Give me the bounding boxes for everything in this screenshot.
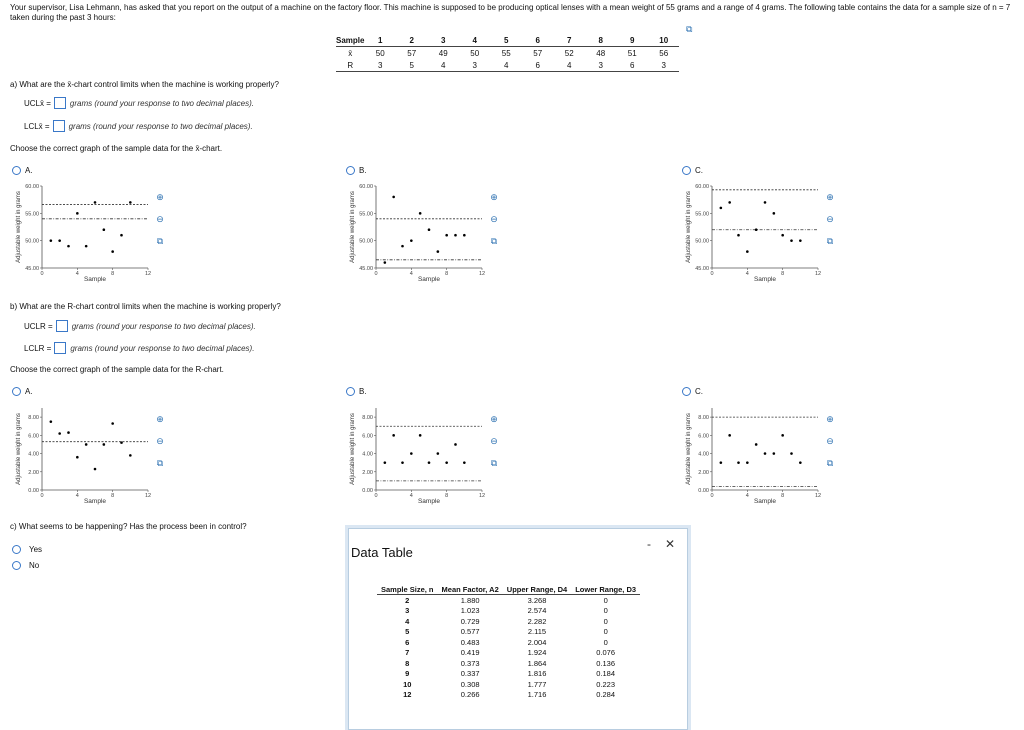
popout-icon[interactable]: ⧉ bbox=[826, 458, 834, 468]
range-value: 6 bbox=[616, 59, 648, 72]
xbar-value: 55 bbox=[501, 48, 511, 58]
sample-col: 10 bbox=[648, 34, 680, 47]
data-point bbox=[737, 461, 740, 464]
y-tick-label: 0.00 bbox=[698, 488, 709, 494]
part-a-question: a) What are the x̄-chart control limits when the machine is working properly? bbox=[10, 80, 279, 89]
y-tick-label: 4.00 bbox=[362, 451, 373, 458]
range-label: R bbox=[336, 59, 364, 72]
zoom-out-icon[interactable]: ⊖ bbox=[490, 436, 498, 446]
y-tick-label: 50.00 bbox=[25, 238, 39, 245]
ucl-xbar-input[interactable] bbox=[54, 97, 66, 109]
x-tick-label: 8 bbox=[445, 493, 449, 499]
factors-cell: 0.373 bbox=[460, 658, 480, 668]
col-lower-range: Lower Range, D3 bbox=[571, 585, 640, 595]
data-point bbox=[428, 461, 431, 464]
factors-row bbox=[377, 658, 640, 669]
factors-cell: 1.864 bbox=[527, 658, 547, 668]
sample-header: Sample bbox=[336, 35, 365, 45]
x-tick-label: 12 bbox=[814, 271, 822, 277]
data-point bbox=[129, 201, 132, 204]
x-axis-label: Sample bbox=[83, 498, 107, 505]
lcl-xbar-hint: grams (round your response to two decimal places). bbox=[68, 121, 253, 131]
popout-icon[interactable]: ⧉ bbox=[156, 236, 164, 246]
y-tick-label: 6.00 bbox=[698, 433, 709, 440]
zoom-out-icon[interactable]: ⊖ bbox=[490, 214, 498, 224]
x-tick-label: 0 bbox=[374, 271, 378, 277]
option-label: A. bbox=[25, 387, 33, 396]
sample-col: 1 bbox=[364, 34, 396, 47]
part-b-question: b) What are the R-chart control limits when the machine is working properly? bbox=[10, 302, 281, 311]
r-option-b[interactable] bbox=[346, 387, 367, 396]
y-axis-label: Adjustable weight in grams bbox=[686, 413, 692, 485]
data-point bbox=[58, 432, 61, 435]
data-point bbox=[454, 443, 457, 446]
factors-cell: 10 bbox=[403, 679, 412, 689]
data-point bbox=[755, 228, 758, 231]
range-row bbox=[336, 59, 679, 72]
x-tick-label: 0 bbox=[374, 493, 378, 499]
data-point bbox=[103, 443, 106, 446]
option-yes-label: Yes bbox=[29, 545, 43, 554]
range-value: 6 bbox=[522, 59, 554, 72]
y-tick-label: 4.00 bbox=[28, 451, 39, 458]
sample-data-table bbox=[336, 34, 679, 72]
y-tick-label: 60.00 bbox=[695, 184, 709, 190]
factors-cell: 0.337 bbox=[460, 669, 480, 679]
x-axis-label: Sample bbox=[83, 276, 107, 283]
part-c-question: c) What seems to be happening? Has the process been in control? bbox=[10, 522, 247, 531]
factors-row bbox=[377, 595, 640, 606]
factors-cell: 0.419 bbox=[460, 648, 480, 658]
close-icon[interactable]: ✕ bbox=[665, 537, 676, 551]
factors-cell: 5 bbox=[405, 627, 410, 637]
lcl-xbar-input[interactable] bbox=[53, 120, 65, 132]
data-point bbox=[384, 261, 387, 264]
x-tick-label: 4 bbox=[745, 493, 749, 499]
data-point bbox=[764, 201, 767, 204]
y-tick-label: 0.00 bbox=[28, 488, 39, 494]
col-sample-size: Sample Size, n bbox=[377, 585, 438, 595]
factors-cell: 0.577 bbox=[460, 627, 480, 637]
y-tick-label: 45.00 bbox=[359, 266, 373, 272]
x-tick-label: 0 bbox=[710, 271, 714, 277]
zoom-in-icon[interactable]: ⊕ bbox=[156, 414, 164, 424]
option-label: A. bbox=[25, 166, 33, 175]
x-tick-label: 8 bbox=[445, 271, 449, 277]
y-tick-label: 0.00 bbox=[362, 488, 373, 494]
factors-cell: 6 bbox=[405, 637, 410, 647]
data-point bbox=[445, 234, 448, 237]
x-tick-label: 0 bbox=[710, 493, 714, 499]
y-axis-label: Adjustable weight in grams bbox=[350, 191, 356, 263]
factors-row bbox=[377, 616, 640, 627]
data-point bbox=[392, 434, 395, 437]
factors-row bbox=[377, 679, 640, 690]
data-point bbox=[120, 441, 123, 444]
x-tick-label: 0 bbox=[40, 271, 44, 277]
factors-row bbox=[377, 669, 640, 680]
data-point bbox=[463, 234, 466, 237]
option-label: C. bbox=[695, 166, 703, 175]
lcl-r-label: LCLR = bbox=[24, 343, 52, 353]
zoom-out-icon[interactable]: ⊖ bbox=[826, 214, 834, 224]
range-value: 3 bbox=[459, 59, 491, 72]
xbar-option-a[interactable] bbox=[12, 166, 33, 175]
y-axis-label: Adjustable weight in grams bbox=[350, 413, 356, 485]
factors-cell: 1.716 bbox=[527, 690, 547, 700]
factors-cell: 0.483 bbox=[460, 637, 480, 647]
y-tick-label: 45.00 bbox=[695, 266, 709, 272]
y-tick-label: 2.00 bbox=[28, 469, 39, 476]
chart-r-b bbox=[344, 400, 504, 517]
ucl-xbar-label: UCLx̄ = bbox=[24, 98, 51, 108]
y-tick-label: 8.00 bbox=[28, 415, 39, 422]
popout-icon[interactable]: ⧉ bbox=[490, 236, 498, 246]
data-point bbox=[392, 196, 395, 199]
y-tick-label: 55.00 bbox=[25, 211, 39, 218]
factors-cell: 0.223 bbox=[596, 679, 616, 689]
radio-xbar-c[interactable] bbox=[682, 166, 691, 175]
factors-cell: 1.924 bbox=[527, 648, 547, 658]
option-label: B. bbox=[359, 387, 367, 396]
factors-cell: 0.729 bbox=[460, 616, 480, 626]
xbar-value: 57 bbox=[533, 48, 543, 58]
sample-col: 6 bbox=[522, 34, 554, 47]
xbar-option-b[interactable] bbox=[346, 166, 367, 175]
data-point bbox=[437, 452, 440, 455]
data-point bbox=[773, 212, 776, 215]
xbar-value: 56 bbox=[659, 48, 669, 58]
data-point bbox=[720, 207, 723, 210]
range-value: 4 bbox=[553, 59, 585, 72]
data-point bbox=[746, 250, 749, 253]
range-value: 3 bbox=[648, 59, 680, 72]
col-mean-factor: Mean Factor, A2 bbox=[438, 585, 503, 595]
data-point bbox=[111, 250, 114, 253]
xbar-value: 48 bbox=[596, 48, 606, 58]
data-point bbox=[111, 422, 114, 425]
factors-cell: 2.282 bbox=[527, 616, 547, 626]
chart-r-c bbox=[680, 400, 840, 517]
data-point bbox=[129, 454, 132, 457]
data-point bbox=[781, 434, 784, 437]
range-value: 3 bbox=[585, 59, 617, 72]
radio-yes[interactable] bbox=[12, 545, 21, 554]
part-a-choose: Choose the correct graph of the sample data for the x̄-chart. bbox=[10, 144, 223, 153]
x-tick-label: 12 bbox=[478, 271, 486, 277]
y-tick-label: 6.00 bbox=[28, 433, 39, 440]
lcl-xbar-row bbox=[24, 120, 253, 132]
x-tick-label: 4 bbox=[409, 271, 413, 277]
ucl-r-input[interactable] bbox=[56, 320, 68, 332]
data-point bbox=[419, 434, 422, 437]
x-tick-label: 8 bbox=[111, 493, 115, 499]
data-point bbox=[463, 461, 466, 464]
factors-cell: 7 bbox=[405, 648, 410, 658]
factors-cell: 0 bbox=[603, 616, 608, 626]
sample-col: 3 bbox=[427, 34, 459, 47]
sample-col: 9 bbox=[616, 34, 648, 47]
data-point bbox=[445, 461, 448, 464]
option-yes[interactable] bbox=[12, 545, 42, 554]
x-axis-label: Sample bbox=[417, 276, 441, 283]
y-tick-label: 55.00 bbox=[695, 211, 709, 218]
data-point bbox=[58, 239, 61, 242]
data-point bbox=[410, 239, 413, 242]
zoom-out-icon[interactable]: ⊖ bbox=[156, 436, 164, 446]
zoom-in-icon[interactable]: ⊕ bbox=[490, 192, 498, 202]
xbar-label: x̄ bbox=[348, 48, 353, 58]
data-point bbox=[50, 420, 53, 423]
popup-title: Data Table bbox=[351, 545, 413, 560]
zoom-out-icon[interactable]: ⊖ bbox=[156, 214, 164, 224]
factors-cell: 3 bbox=[405, 606, 410, 616]
data-point bbox=[94, 468, 97, 471]
xbar-value: 57 bbox=[407, 48, 417, 58]
xbar-row bbox=[336, 47, 679, 60]
data-point bbox=[85, 443, 88, 446]
data-point bbox=[401, 461, 404, 464]
data-point bbox=[120, 234, 123, 237]
factors-cell: 1.777 bbox=[527, 679, 547, 689]
range-value: 4 bbox=[490, 59, 522, 72]
y-axis-label: Adjustable weight in grams bbox=[16, 413, 22, 485]
factors-cell: 3.268 bbox=[527, 595, 547, 605]
chart-xbar-b bbox=[344, 178, 504, 295]
factors-cell: 8 bbox=[405, 658, 410, 668]
data-point bbox=[401, 245, 404, 248]
sample-col: 7 bbox=[553, 34, 585, 47]
popout-icon[interactable]: ⧉ bbox=[490, 458, 498, 468]
ucl-r-label: UCLR = bbox=[24, 321, 53, 331]
y-tick-label: 8.00 bbox=[362, 415, 373, 422]
option-no-label: No bbox=[29, 561, 40, 570]
x-tick-label: 4 bbox=[745, 271, 749, 277]
factors-cell: 0.266 bbox=[460, 690, 480, 700]
factors-cell: 0 bbox=[603, 606, 608, 616]
radio-no[interactable] bbox=[12, 561, 21, 570]
xbar-value: 49 bbox=[438, 48, 448, 58]
data-point bbox=[454, 234, 457, 237]
sample-col: 8 bbox=[585, 34, 617, 47]
y-axis-label: Adjustable weight in grams bbox=[686, 191, 692, 263]
xbar-option-c[interactable] bbox=[682, 166, 703, 175]
data-point bbox=[67, 431, 70, 434]
factors-cell: 0.184 bbox=[596, 669, 616, 679]
x-tick-label: 12 bbox=[478, 493, 486, 499]
r-option-c[interactable] bbox=[682, 387, 703, 396]
factors-cell: 2.574 bbox=[527, 606, 547, 616]
ucl-xbar-row bbox=[24, 97, 254, 109]
data-point bbox=[103, 228, 106, 231]
radio-r-c[interactable] bbox=[682, 387, 691, 396]
option-label: B. bbox=[359, 166, 367, 175]
factors-row bbox=[377, 648, 640, 659]
copy-icon[interactable]: ⧉ bbox=[686, 24, 693, 34]
zoom-out-icon[interactable]: ⊖ bbox=[826, 436, 834, 446]
chart-xbar-a bbox=[10, 178, 170, 295]
x-tick-label: 4 bbox=[75, 271, 79, 277]
data-point bbox=[76, 212, 79, 215]
chart-xbar-c bbox=[680, 178, 840, 295]
lcl-r-row bbox=[24, 342, 254, 354]
y-tick-label: 45.00 bbox=[25, 266, 39, 272]
x-tick-label: 12 bbox=[144, 271, 152, 277]
data-point bbox=[799, 239, 802, 242]
data-point bbox=[799, 461, 802, 464]
part-b-choose: Choose the correct graph of the sample data for the R-chart. bbox=[10, 365, 224, 374]
factors-cell: 0.284 bbox=[596, 690, 616, 700]
radio-xbar-a[interactable] bbox=[12, 166, 21, 175]
data-point bbox=[790, 239, 793, 242]
data-point bbox=[437, 250, 440, 253]
range-value: 4 bbox=[427, 59, 459, 72]
minimize-icon[interactable]: - bbox=[647, 537, 651, 551]
y-axis-label: Adjustable weight in grams bbox=[16, 191, 22, 263]
radio-r-a[interactable] bbox=[12, 387, 21, 396]
x-tick-label: 4 bbox=[409, 493, 413, 499]
factors-cell: 4 bbox=[405, 616, 410, 626]
factors-cell: 9 bbox=[405, 669, 410, 679]
y-tick-label: 60.00 bbox=[25, 184, 39, 190]
data-point bbox=[781, 234, 784, 237]
data-table-popup[interactable] bbox=[348, 528, 688, 730]
popout-icon[interactable]: ⧉ bbox=[826, 236, 834, 246]
ucl-r-hint: grams (round your response to two decimal places). bbox=[71, 321, 256, 331]
zoom-in-icon[interactable]: ⊕ bbox=[156, 192, 164, 202]
y-tick-label: 50.00 bbox=[359, 238, 373, 245]
xbar-value: 52 bbox=[564, 48, 574, 58]
y-tick-label: 60.00 bbox=[359, 184, 373, 190]
data-point bbox=[94, 201, 97, 204]
sample-header-row bbox=[336, 34, 679, 47]
factors-cell: 0.136 bbox=[596, 658, 616, 668]
factors-cell: 1.880 bbox=[460, 595, 480, 605]
y-tick-label: 2.00 bbox=[362, 469, 373, 476]
data-point bbox=[790, 452, 793, 455]
r-option-a[interactable] bbox=[12, 387, 33, 396]
factors-cell: 0 bbox=[603, 595, 608, 605]
popout-icon[interactable]: ⧉ bbox=[156, 458, 164, 468]
data-point bbox=[85, 245, 88, 248]
xbar-value: 51 bbox=[627, 48, 637, 58]
data-point bbox=[419, 212, 422, 215]
factors-cell: 12 bbox=[403, 690, 412, 700]
data-point bbox=[410, 452, 413, 455]
y-tick-label: 8.00 bbox=[698, 415, 709, 422]
zoom-in-icon[interactable]: ⊕ bbox=[826, 192, 834, 202]
factors-cell: 0 bbox=[603, 627, 608, 637]
x-tick-label: 8 bbox=[781, 493, 785, 499]
lcl-r-hint: grams (round your response to two decimal places). bbox=[70, 343, 255, 353]
data-point bbox=[773, 452, 776, 455]
data-point bbox=[428, 228, 431, 231]
factors-cell: 2.004 bbox=[527, 637, 547, 647]
y-tick-label: 50.00 bbox=[695, 238, 709, 245]
x-axis-label: Sample bbox=[417, 498, 441, 505]
lcl-r-input[interactable] bbox=[54, 342, 66, 354]
data-point bbox=[67, 245, 70, 248]
factors-cell: 0.308 bbox=[460, 679, 480, 689]
lcl-xbar-label: LCLx̄ = bbox=[24, 121, 50, 131]
sample-col: 4 bbox=[459, 34, 491, 47]
data-point bbox=[737, 234, 740, 237]
ucl-r-row bbox=[24, 320, 256, 332]
x-tick-label: 0 bbox=[40, 493, 44, 499]
data-point bbox=[728, 201, 731, 204]
data-point bbox=[50, 239, 53, 242]
problem-intro: Your supervisor, Lisa Lehmann, has asked that you report on the output of a machine on the factory floor. This machine is supposed to be producing optical lenses with a mean weight of 55 grams and a range of 4 grams. The following table contains the data for a sample size of n = 7 taken during the past 3 hours: bbox=[10, 3, 1011, 22]
data-point bbox=[720, 461, 723, 464]
factors-cell: 2 bbox=[405, 595, 410, 605]
data-point bbox=[755, 443, 758, 446]
radio-xbar-b[interactable] bbox=[346, 166, 355, 175]
factors-row bbox=[377, 606, 640, 617]
factors-table bbox=[377, 585, 640, 700]
x-tick-label: 4 bbox=[75, 493, 79, 499]
y-tick-label: 6.00 bbox=[362, 433, 373, 440]
x-axis-label: Sample bbox=[753, 276, 777, 283]
y-tick-label: 2.00 bbox=[698, 469, 709, 476]
factors-row bbox=[377, 690, 640, 701]
factors-cell: 0.076 bbox=[596, 648, 616, 658]
y-tick-label: 4.00 bbox=[698, 451, 709, 458]
data-point bbox=[764, 452, 767, 455]
x-tick-label: 8 bbox=[781, 271, 785, 277]
factors-row bbox=[377, 637, 640, 648]
radio-r-b[interactable] bbox=[346, 387, 355, 396]
sample-col: 2 bbox=[396, 34, 428, 47]
x-tick-label: 12 bbox=[144, 493, 152, 499]
data-point bbox=[728, 434, 731, 437]
factors-cell: 2.115 bbox=[527, 627, 547, 637]
range-value: 3 bbox=[364, 59, 396, 72]
x-tick-label: 12 bbox=[814, 493, 822, 499]
x-axis-label: Sample bbox=[753, 498, 777, 505]
ucl-xbar-hint: grams (round your response to two decimal places). bbox=[69, 98, 254, 108]
y-tick-label: 55.00 bbox=[359, 211, 373, 218]
option-label: C. bbox=[695, 387, 703, 396]
zoom-in-icon[interactable]: ⊕ bbox=[826, 414, 834, 424]
factors-cell: 1.023 bbox=[460, 606, 480, 616]
factors-cell: 0 bbox=[603, 637, 608, 647]
chart-r-a bbox=[10, 400, 170, 517]
data-point bbox=[746, 461, 749, 464]
data-point bbox=[76, 456, 79, 459]
xbar-value: 50 bbox=[375, 48, 385, 58]
factors-cell: 1.816 bbox=[527, 669, 547, 679]
x-tick-label: 8 bbox=[111, 271, 115, 277]
data-point bbox=[384, 461, 387, 464]
col-upper-range: Upper Range, D4 bbox=[503, 585, 571, 595]
sample-col: 5 bbox=[490, 34, 522, 47]
zoom-in-icon[interactable]: ⊕ bbox=[490, 414, 498, 424]
xbar-value: 50 bbox=[470, 48, 480, 58]
factors-row bbox=[377, 627, 640, 638]
range-value: 5 bbox=[396, 59, 428, 72]
option-no[interactable] bbox=[12, 561, 39, 570]
